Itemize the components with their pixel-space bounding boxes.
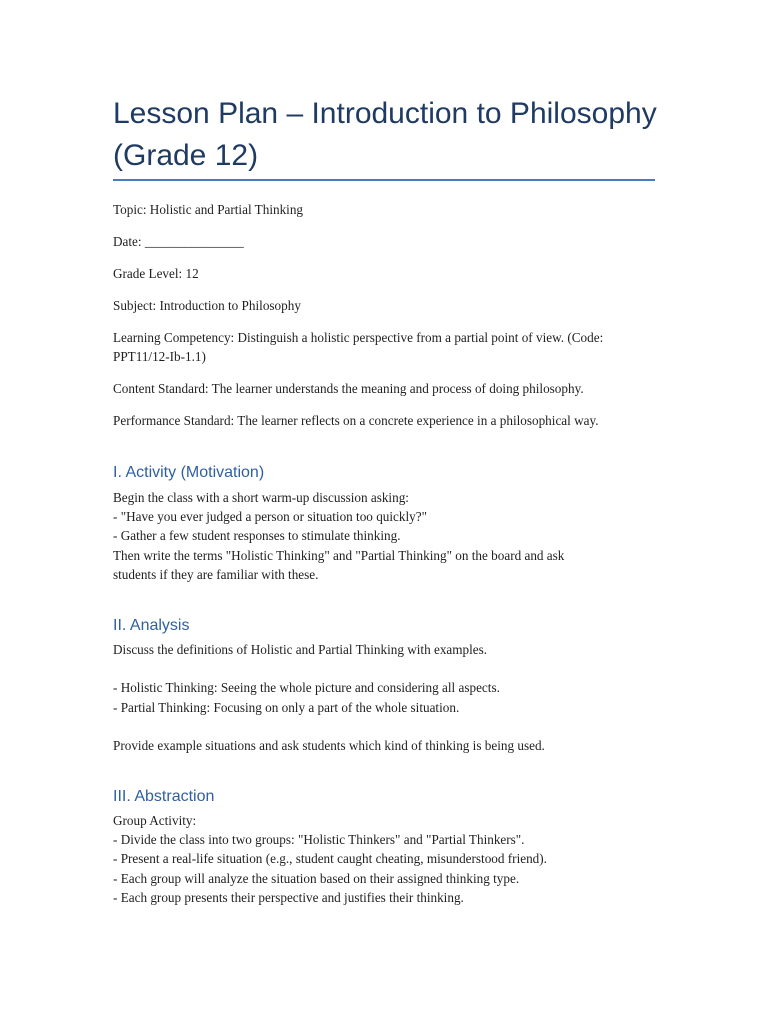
section-heading-abstraction: III. Abstraction [113,788,215,805]
section-line: Discuss the definitions of Holistic and Partial Thinking with examples. [113,642,488,657]
date-line: Date: _______________ [113,234,244,249]
section-body-abstraction [113,811,658,907]
section-line: - Partial Thinking: Focusing on only a part of the whole situation. [113,699,460,715]
section-body-analysis [113,640,658,755]
section-line: - Divide the class into two groups: "Holistic Thinkers" and "Partial Thinkers". [113,832,525,848]
blank-line [113,659,658,678]
title-underline [113,179,655,181]
section-body-activity [113,488,658,584]
section-line: - "Have you ever judged a person or situation too quickly?" [113,509,427,525]
grade-level-line: Grade Level: 12 [113,266,199,281]
subject-line: Subject: Introduction to Philosophy [113,298,301,313]
content-standard-line: Content Standard: The learner understands the meaning and process of doing philosophy. [113,381,584,396]
topic-line: Topic: Holistic and Partial Thinking [113,202,304,217]
section-heading-activity: I. Activity (Motivation) [113,464,265,481]
learning-competency-line: Learning Competency: Distinguish a holistic perspective from a partial point of view. (Code: PPT11/12-Ib-1.1) [113,330,604,364]
section-line: Group Activity: [113,813,197,828]
performance-standard-line: Performance Standard: The learner reflects on a concrete experience in a philosophical way. [113,413,599,428]
section-heading-analysis: II. Analysis [113,617,190,634]
blank-line [113,717,658,736]
section-line: - Each group will analyze the situation based on their assigned thinking type. [113,870,520,886]
section-line: Provide example situations and ask students which kind of thinking is being used. [113,737,545,753]
document-title: Lesson Plan – Introduction to Philosophy (Grade 12) [113,97,657,172]
section-line: students if they are familiar with these. [113,566,319,582]
section-line: - Holistic Thinking: Seeing the whole picture and considering all aspects. [113,680,500,696]
section-line: Begin the class with a short warm-up discussion asking: [113,490,409,505]
section-line: - Present a real-life situation (e.g., student caught cheating, misunderstood friend). [113,851,547,867]
section-line: - Each group presents their perspective and justifies their thinking. [113,889,464,905]
section-line: - Gather a few student responses to stimulate thinking. [113,528,401,544]
section-line: Then write the terms "Holistic Thinking" and "Partial Thinking" on the board and ask [113,547,565,563]
